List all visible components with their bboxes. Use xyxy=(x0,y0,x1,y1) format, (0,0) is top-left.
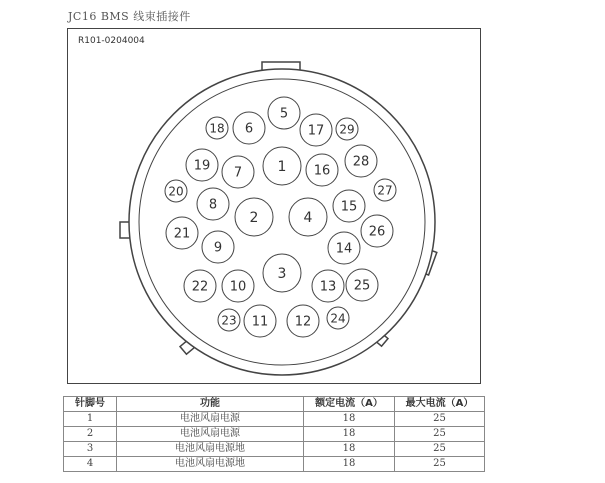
pin-22 xyxy=(184,270,216,302)
pin-23 xyxy=(218,309,240,331)
pin-2 xyxy=(235,198,273,236)
pin-17 xyxy=(300,114,332,146)
pin-label: 15 xyxy=(340,199,358,215)
pin-label: 21 xyxy=(173,226,191,242)
cell-rated-current: 18 xyxy=(304,427,395,442)
pin-label: 11 xyxy=(251,314,269,330)
pin-label: 16 xyxy=(313,163,331,179)
pin-label: 14 xyxy=(335,241,353,257)
cell-max-current: 25 xyxy=(395,442,485,457)
pin-label: 7 xyxy=(233,165,243,181)
part-number: R101-0204004 xyxy=(78,36,145,46)
pin-label: 1 xyxy=(277,159,287,176)
pin-20 xyxy=(165,180,187,202)
pin-label: 28 xyxy=(352,154,370,170)
pin-spec-table xyxy=(63,396,485,472)
table-header-row xyxy=(64,397,485,412)
pin-label: 29 xyxy=(339,122,355,137)
pin-14 xyxy=(328,232,360,264)
pin-25 xyxy=(346,269,378,301)
pin-19 xyxy=(186,149,218,181)
cell-function: 电池风扇电源地 xyxy=(117,457,304,472)
pin-label: 27 xyxy=(377,183,393,198)
pin-18 xyxy=(206,117,228,139)
pin-16 xyxy=(306,154,338,186)
cell-max-current: 25 xyxy=(395,457,485,472)
pin-label: 26 xyxy=(368,224,386,240)
cell-max-current: 25 xyxy=(395,412,485,427)
cell-rated-current: 18 xyxy=(304,412,395,427)
pin-21 xyxy=(166,217,198,249)
cell-function: 电池风扇电源 xyxy=(117,427,304,442)
pin-7 xyxy=(222,156,254,188)
cell-pin: 1 xyxy=(64,412,117,427)
pin-label: 20 xyxy=(168,184,184,199)
cell-rated-current: 18 xyxy=(304,442,395,457)
pin-28 xyxy=(345,145,377,177)
pin-label: 24 xyxy=(330,311,346,326)
cell-pin: 2 xyxy=(64,427,117,442)
pin-26 xyxy=(361,215,393,247)
pin-8 xyxy=(197,188,229,220)
table-row xyxy=(64,457,485,472)
pin-label: 18 xyxy=(209,121,225,136)
pin-label: 6 xyxy=(244,121,254,137)
pin-5 xyxy=(268,97,300,129)
pin-label: 5 xyxy=(279,106,289,122)
pin-label: 13 xyxy=(319,279,337,295)
cell-pin: 4 xyxy=(64,457,117,472)
pin-label: 19 xyxy=(193,158,211,174)
pin-1 xyxy=(263,147,301,185)
pin-6 xyxy=(233,112,265,144)
pin-29 xyxy=(336,118,358,140)
cell-max-current: 25 xyxy=(395,427,485,442)
pin-label: 10 xyxy=(229,279,247,295)
pin-label: 12 xyxy=(294,314,312,330)
pin-12 xyxy=(287,305,319,337)
cell-rated-current: 18 xyxy=(304,457,395,472)
pin-10 xyxy=(222,270,254,302)
pin-3 xyxy=(263,254,301,292)
cell-function: 电池风扇电源 xyxy=(117,412,304,427)
pin-11 xyxy=(244,305,276,337)
table-row xyxy=(64,427,485,442)
pin-label: 25 xyxy=(353,278,371,294)
pin-label: 3 xyxy=(277,266,287,283)
pin-label: 8 xyxy=(208,197,218,213)
table-row xyxy=(64,442,485,457)
cell-pin: 3 xyxy=(64,442,117,457)
pin-label: 17 xyxy=(307,123,325,139)
pin-label: 22 xyxy=(191,279,209,295)
pin-13 xyxy=(312,270,344,302)
col-header-pin: 针脚号 xyxy=(64,397,117,412)
pin-4 xyxy=(289,198,327,236)
diagram-caption: JC16 BMS 线束插接件 xyxy=(68,10,191,23)
pin-27 xyxy=(374,179,396,201)
col-header-rated-current: 额定电流（A） xyxy=(304,397,395,412)
col-header-function: 功能 xyxy=(117,397,304,412)
pin-label: 23 xyxy=(221,313,237,328)
pin-15 xyxy=(333,190,365,222)
pin-9 xyxy=(202,231,234,263)
col-header-max-current: 最大电流（A） xyxy=(395,397,485,412)
cell-function: 电池风扇电源地 xyxy=(117,442,304,457)
pin-label: 9 xyxy=(213,240,223,256)
table-row xyxy=(64,412,485,427)
pin-24 xyxy=(327,307,349,329)
pin-label: 4 xyxy=(303,210,313,227)
pin-label: 2 xyxy=(249,210,259,227)
